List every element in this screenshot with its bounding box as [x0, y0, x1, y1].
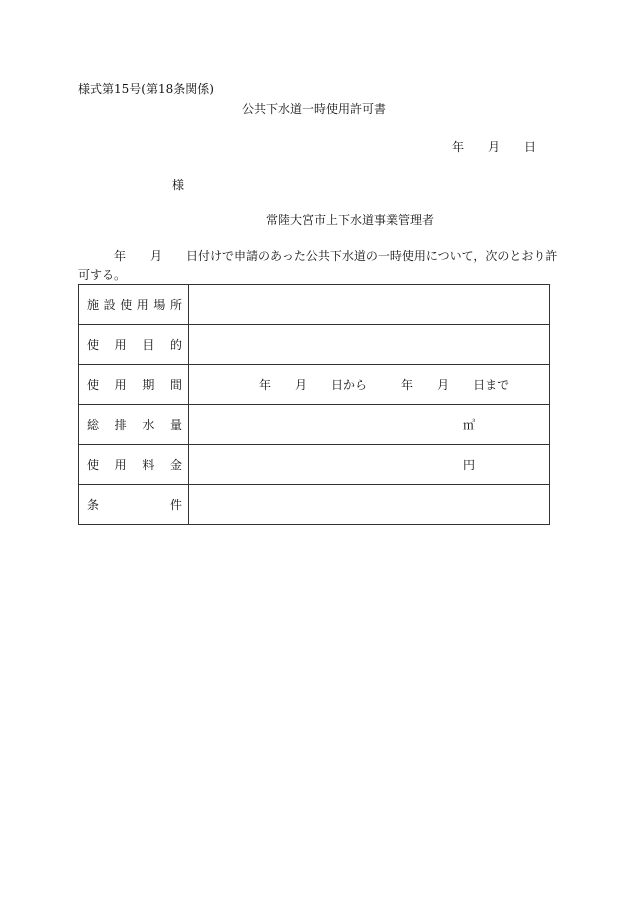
issue-date — [452, 138, 536, 155]
label-char: 用 — [114, 458, 127, 472]
period-start-day: 日から — [331, 378, 368, 392]
label-usage-purpose — [79, 325, 189, 365]
label-char: 的 — [169, 338, 182, 352]
label-char: 総 — [87, 418, 100, 432]
table-row — [79, 285, 550, 325]
unit-cubic-meter: ㎥ — [462, 418, 475, 432]
document-title: 公共下水道一時使用許可書 — [242, 102, 387, 116]
date-day: 日 — [524, 140, 537, 154]
table-row — [79, 325, 550, 365]
label-char: 使 — [87, 458, 100, 472]
value-usage-purpose[interactable] — [189, 325, 550, 365]
label-char: 用 — [114, 338, 127, 352]
label-char: 量 — [169, 418, 182, 432]
label-total-discharge — [79, 405, 189, 445]
permit-details-table — [78, 284, 550, 525]
table-row — [79, 445, 550, 485]
label-char: 条 — [87, 498, 100, 512]
label-char: 期 — [142, 378, 155, 392]
table-row — [79, 485, 550, 525]
label-char: 使 — [87, 378, 100, 392]
value-usage-fee[interactable] — [189, 445, 550, 485]
unit-yen: 円 — [462, 458, 475, 472]
label-char: 金 — [169, 458, 182, 472]
label-char: 用 — [136, 298, 149, 312]
permit-body-text — [78, 247, 558, 285]
label-char: 使 — [87, 338, 100, 352]
label-char: 料 — [142, 458, 155, 472]
value-usage-location[interactable] — [189, 285, 550, 325]
date-year: 年 — [452, 140, 465, 154]
period-end-year: 年 — [401, 378, 414, 392]
table-row — [79, 365, 550, 405]
label-char: 用 — [114, 378, 127, 392]
label-char: 排 — [114, 418, 127, 432]
label-char: 所 — [169, 298, 182, 312]
value-usage-period[interactable] — [189, 365, 550, 405]
period-start-year: 年 — [259, 378, 272, 392]
label-char: 件 — [169, 498, 182, 512]
body-line-2: 可する。 — [78, 268, 127, 282]
label-char: 水 — [142, 418, 155, 432]
period-end-day: 日まで — [473, 378, 510, 392]
period-start-month: 月 — [295, 378, 308, 392]
label-usage-location — [79, 285, 189, 325]
form-number: 様式第15号(第18条関係) — [78, 82, 214, 96]
value-total-discharge[interactable] — [189, 405, 550, 445]
label-char: 施 — [87, 298, 100, 312]
label-char: 場 — [153, 298, 166, 312]
date-month: 月 — [488, 140, 501, 154]
label-char: 使 — [120, 298, 133, 312]
label-conditions — [79, 485, 189, 525]
table-row — [79, 405, 550, 445]
label-char: 目 — [142, 338, 155, 352]
value-conditions[interactable] — [189, 485, 550, 525]
period-end-month: 月 — [437, 378, 450, 392]
label-char: 間 — [169, 378, 182, 392]
label-char: 設 — [103, 298, 116, 312]
body-line-1: 年 月 日付けで申請のあった公共下水道の一時使用について，次のとおり許 — [114, 249, 558, 263]
addressee-suffix: 様 — [172, 178, 185, 192]
label-usage-fee — [79, 445, 189, 485]
issuer-name: 常陸大宮市上下水道事業管理者 — [266, 213, 435, 227]
label-usage-period — [79, 365, 189, 405]
